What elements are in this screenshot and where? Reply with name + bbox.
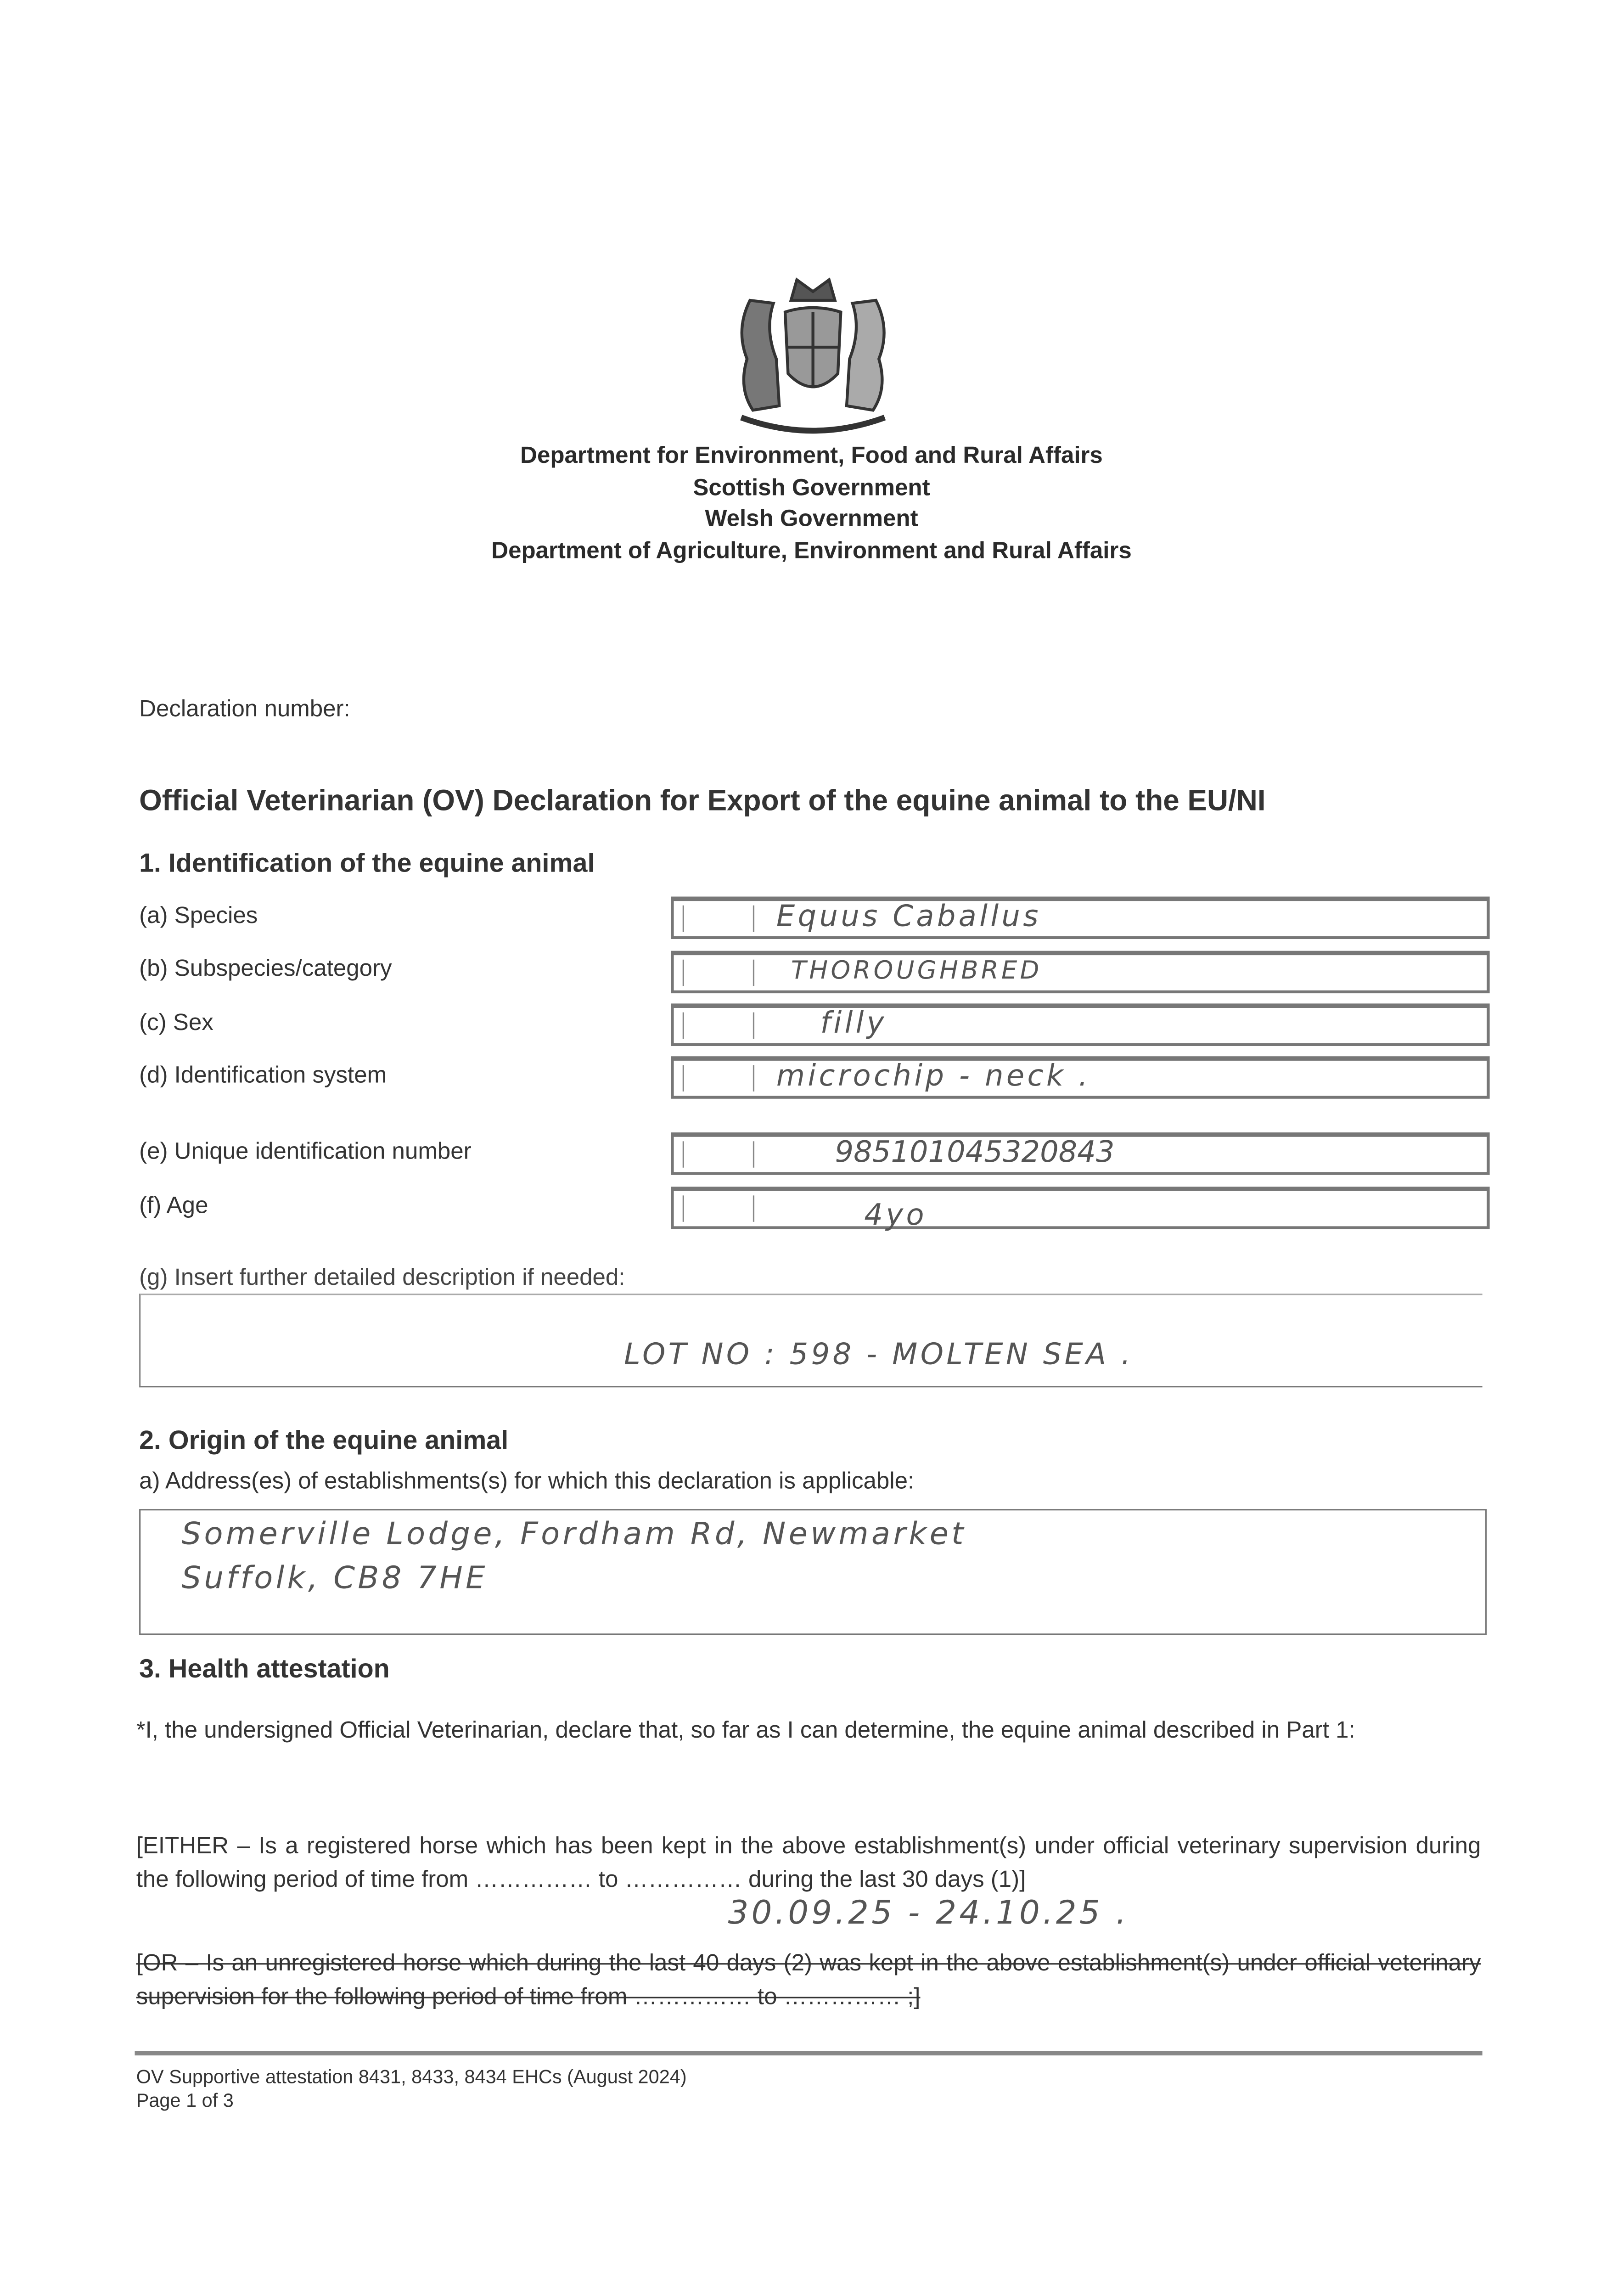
species-value: Equus Caballus [776, 898, 1041, 934]
sex-label: (c) Sex [139, 1011, 213, 1036]
either-dates: 30.09.25 - 24.10.25 . [728, 1896, 1129, 1933]
sex-value: filly [820, 1005, 887, 1041]
address-line-1: Somerville Lodge, Fordham Rd, Newmarket [181, 1516, 966, 1552]
further-description-field[interactable] [139, 1294, 1483, 1387]
identification-system-label: (d) Identification system [139, 1064, 387, 1089]
age-value: 4yo [864, 1197, 927, 1232]
subspecies-field[interactable] [671, 951, 1489, 994]
dept-daera: Department of Agriculture, Environment and Rural Affairs [491, 539, 1132, 564]
royal-crest-icon [721, 271, 905, 439]
age-field[interactable] [671, 1187, 1489, 1232]
footer-reference: OV Supportive attestation 8431, 8433, 8434 EHCs (August 2024) [136, 2065, 687, 2088]
sex-field[interactable] [671, 1003, 1489, 1046]
address-label: a) Address(es) of establishments(s) for which this declaration is applicable: [139, 1469, 915, 1495]
uid-field[interactable] [671, 1132, 1489, 1175]
address-field[interactable] [139, 1509, 1487, 1635]
species-field[interactable] [671, 897, 1489, 940]
address-line-2: Suffolk, CB8 7HE [181, 1560, 488, 1596]
footer-divider [135, 2051, 1483, 2056]
dept-scottish-gov: Scottish Government [693, 476, 930, 501]
identification-system-value: microchip - neck . [776, 1058, 1091, 1093]
either-statement: [EITHER – Is a registered horse which has been kept in the above establishment(s) under official veterinary supervision during the following period of time from …………… to …………… during the last 30 days (1)] [136, 1834, 1481, 1893]
declaration-number-label: Declaration number: [139, 697, 350, 722]
section-1-heading: 1. Identification of the equine animal [139, 848, 595, 878]
uid-value: 985101045320843 [835, 1134, 1115, 1169]
further-description-value: LOT NO : 598 - MOLTEN SEA . [624, 1336, 1134, 1372]
further-description-label: (g) Insert further detailed description if needed: [139, 1266, 625, 1291]
identification-system-field[interactable] [671, 1056, 1489, 1099]
subspecies-value: THOROUGHBRED [791, 957, 1042, 986]
dept-welsh-gov: Welsh Government [705, 506, 918, 532]
document-title: Official Veterinarian (OV) Declaration for Export of the equine animal to the EU/NI [139, 785, 1266, 818]
uid-label: (e) Unique identification number [139, 1140, 472, 1165]
or-statement-struck: [OR – Is an unregistered horse which during the last 40 days (2) was kept in the above establishment(s) under official veterinary supervision for the following period of time from …………… to …………… ;] [136, 1951, 1481, 2010]
health-attestation-intro: *I, the undersigned Official Veterinarian, declare that, so far as I can determine, the equine animal described in Part 1: [136, 1718, 1355, 1744]
page-number: Page 1 of 3 [136, 2089, 234, 2111]
species-label: (a) Species [139, 904, 258, 929]
age-label: (f) Age [139, 1194, 208, 1219]
section-3-heading: 3. Health attestation [139, 1654, 390, 1683]
dept-defra: Department for Environment, Food and Rural Affairs [520, 444, 1103, 469]
section-2-heading: 2. Origin of the equine animal [139, 1425, 509, 1455]
subspecies-label: (b) Subspecies/category [139, 957, 392, 982]
